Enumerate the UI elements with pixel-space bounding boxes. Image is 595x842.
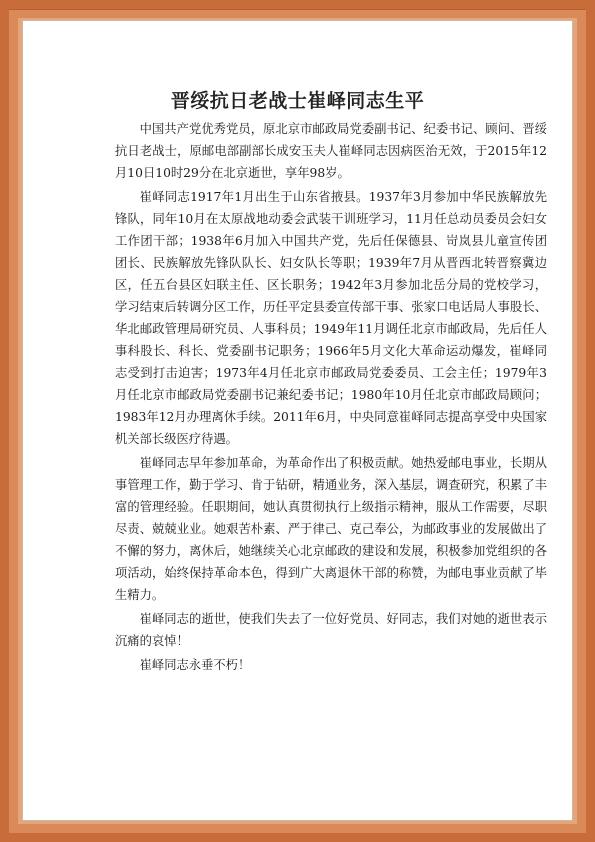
paragraph-closing: 崔峄同志永垂不朽！ [139, 658, 251, 672]
paragraph-biography: 崔峄同志1917年1月出生于山东省掖县。1937年3月参加中华民族解放先锋队，同年10月在太原战地动委会武装干训班学习，11月任总动员委员会妇女工作团干部；1938年6月加入中国共产党，先后任保德县、岢岚县儿童宣传团团长、民族解放先锋队队长、妇女队长等职；1939年7月从晋西北转晋察冀边区，任五台县区妇联主任、区长职务；1942年3月参加北岳分局的党校学习，学习结束后转调分区工作，历任平定县委宣传部干事、张家口电话局人事股长、华北邮政管理局研究员、人事科员；1949年11月调任北京市邮政局，先后任人事科股长、科长、党委副书记职务；1966年5月文化大革命运动爆发，崔峄同志受到打击迫害；1973年4月任北京市邮政局党委委员、工会主任；1979年3月任北京市邮政局党委副书记兼纪委书记；1980年10月任北京市邮政局顾问；1983年12月办理离休手续。2011年6月，中央同意崔峄同志提高享受中央国家机关部长级医疗待遇。 [115, 190, 547, 446]
paragraph-contributions: 崔峄同志早年参加革命，为革命作出了积极贡献。她热爱邮电事业，长期从事管理工作，勤于学习、肯于钻研，精通业务，深入基层，调查研究，积累了丰富的管理经验。任职期间，她认真贯彻执行上级指示精神，服从工作需要，尽职尽责、兢兢业业。她艰苦朴素、严于律己、克己奉公，为邮政事业的发展做出了不懈的努力，离休后，她继续关心北京邮政的建设和发展，积极参加党组织的各项活动，始终保持革命本色，得到广大离退休干部的称赞，为邮电事业贡献了毕生精力。 [115, 456, 547, 602]
document-page [22, 20, 573, 821]
document-body [115, 118, 547, 676]
document-title: 晋绥抗日老战士崔峄同志生平 [170, 90, 425, 112]
paragraph-mourning: 崔峄同志的逝世，使我们失去了一位好党员、好同志，我们对她的逝世表示沉痛的哀悼！ [115, 612, 547, 648]
paragraph-intro: 中国共产党优秀党员，原北京市邮政局党委副书记、纪委书记、顾问、晋绥抗日老战士，原邮电部副部长成安玉夫人崔峄同志因病医治无效，于2015年12月10日10时29分在北京逝世，享年98岁。 [115, 122, 547, 180]
